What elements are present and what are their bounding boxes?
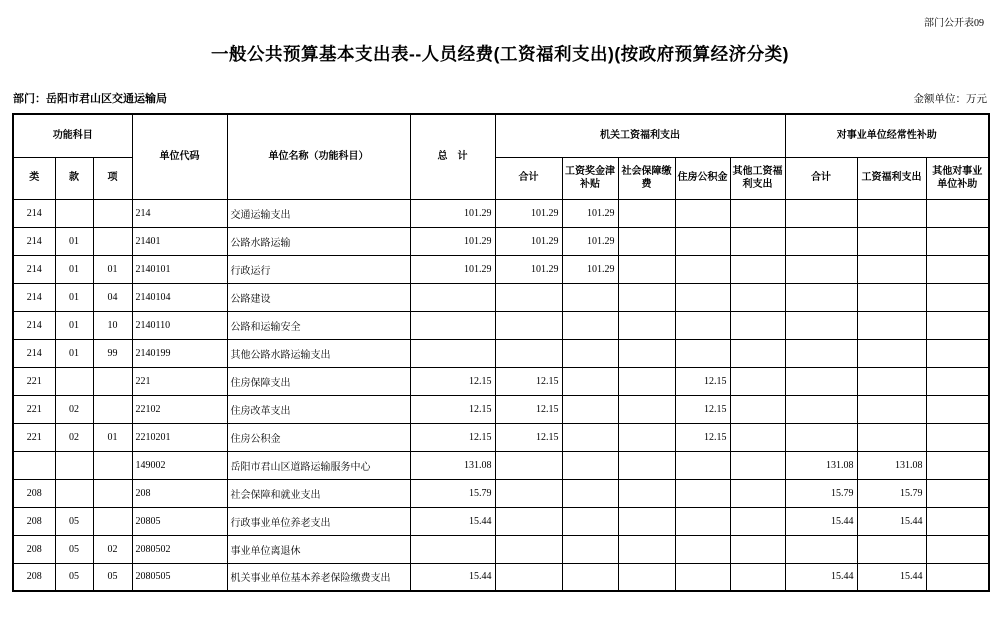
cell-total: 101.29 xyxy=(410,199,495,227)
cell-gov-wage-bonus: 101.29 xyxy=(562,255,618,283)
budget-table xyxy=(12,113,990,592)
cell-lei xyxy=(13,451,55,479)
cell-lei: 221 xyxy=(13,423,55,451)
cell-inst-subtotal xyxy=(785,199,857,227)
cell-kuan: 01 xyxy=(55,255,93,283)
meta-row xyxy=(13,90,987,106)
cell-total xyxy=(410,339,495,367)
cell-unit-name: 其他公路水路运输支出 xyxy=(227,339,410,367)
cell-lei: 214 xyxy=(13,339,55,367)
cell-inst-subtotal: 15.44 xyxy=(785,563,857,591)
cell-unit-code: 2080502 xyxy=(132,535,227,563)
cell-total: 101.29 xyxy=(410,227,495,255)
header-inst-other: 其他对事业单位补助 xyxy=(926,157,989,199)
cell-total: 101.29 xyxy=(410,255,495,283)
cell-inst-wage-welfare: 131.08 xyxy=(857,451,926,479)
cell-xiang: 04 xyxy=(93,283,132,311)
cell-unit-name: 机关事业单位基本养老保险缴费支出 xyxy=(227,563,410,591)
cell-xiang xyxy=(93,451,132,479)
cell-inst-other xyxy=(926,535,989,563)
cell-inst-subtotal: 15.79 xyxy=(785,479,857,507)
cell-gov-other xyxy=(730,535,785,563)
cell-gov-subtotal: 12.15 xyxy=(495,367,562,395)
cell-inst-wage-welfare xyxy=(857,535,926,563)
table-row xyxy=(13,255,989,283)
cell-unit-name: 公路建设 xyxy=(227,283,410,311)
cell-kuan xyxy=(55,479,93,507)
cell-gov-housing-fund xyxy=(675,563,730,591)
table-row xyxy=(13,479,989,507)
cell-gov-other xyxy=(730,255,785,283)
table-row xyxy=(13,367,989,395)
cell-unit-code: 2140110 xyxy=(132,311,227,339)
department-label: 部门：岳阳市君山区交通运输局 xyxy=(13,93,167,105)
cell-gov-subtotal: 101.29 xyxy=(495,199,562,227)
cell-gov-wage-bonus xyxy=(562,451,618,479)
cell-inst-wage-welfare: 15.79 xyxy=(857,479,926,507)
cell-inst-wage-welfare xyxy=(857,367,926,395)
cell-xiang: 02 xyxy=(93,535,132,563)
cell-kuan: 02 xyxy=(55,423,93,451)
cell-gov-housing-fund xyxy=(675,451,730,479)
cell-gov-housing-fund xyxy=(675,339,730,367)
cell-gov-housing-fund xyxy=(675,311,730,339)
cell-gov-other xyxy=(730,367,785,395)
cell-kuan: 01 xyxy=(55,311,93,339)
cell-gov-social-security xyxy=(618,367,675,395)
cell-total: 15.79 xyxy=(410,479,495,507)
cell-unit-code: 221 xyxy=(132,367,227,395)
cell-lei: 214 xyxy=(13,199,55,227)
cell-unit-name: 行政事业单位养老支出 xyxy=(227,507,410,535)
cell-inst-wage-welfare: 15.44 xyxy=(857,563,926,591)
cell-lei: 208 xyxy=(13,563,55,591)
cell-total: 15.44 xyxy=(410,563,495,591)
header-inst-group: 对事业单位经常性补助 xyxy=(785,114,989,157)
cell-lei: 214 xyxy=(13,255,55,283)
cell-lei: 214 xyxy=(13,227,55,255)
cell-inst-other xyxy=(926,199,989,227)
cell-gov-social-security xyxy=(618,227,675,255)
cell-xiang xyxy=(93,395,132,423)
table-row xyxy=(13,507,989,535)
cell-lei: 221 xyxy=(13,395,55,423)
cell-gov-wage-bonus xyxy=(562,395,618,423)
cell-inst-subtotal xyxy=(785,311,857,339)
header-inst-subtotal: 合计 xyxy=(785,157,857,199)
cell-gov-wage-bonus xyxy=(562,507,618,535)
cell-unit-name: 住房公积金 xyxy=(227,423,410,451)
cell-gov-wage-bonus xyxy=(562,563,618,591)
cell-gov-social-security xyxy=(618,535,675,563)
cell-gov-housing-fund xyxy=(675,535,730,563)
cell-xiang xyxy=(93,227,132,255)
cell-inst-subtotal: 15.44 xyxy=(785,507,857,535)
header-gov-wage-bonus: 工资奖金津补贴 xyxy=(562,157,618,199)
header-gov-subtotal: 合计 xyxy=(495,157,562,199)
cell-inst-other xyxy=(926,311,989,339)
cell-inst-subtotal xyxy=(785,535,857,563)
table-row xyxy=(13,451,989,479)
cell-xiang xyxy=(93,479,132,507)
cell-inst-other xyxy=(926,255,989,283)
cell-lei: 208 xyxy=(13,535,55,563)
cell-gov-subtotal xyxy=(495,283,562,311)
cell-gov-other xyxy=(730,339,785,367)
cell-gov-social-security xyxy=(618,283,675,311)
cell-kuan: 01 xyxy=(55,283,93,311)
header-xiang: 项 xyxy=(93,157,132,199)
cell-gov-housing-fund xyxy=(675,199,730,227)
table-row xyxy=(13,423,989,451)
cell-gov-subtotal xyxy=(495,563,562,591)
cell-unit-code: 2080505 xyxy=(132,563,227,591)
cell-gov-subtotal: 101.29 xyxy=(495,227,562,255)
cell-kuan: 05 xyxy=(55,507,93,535)
cell-kuan xyxy=(55,451,93,479)
cell-gov-wage-bonus xyxy=(562,311,618,339)
cell-gov-wage-bonus xyxy=(562,479,618,507)
cell-unit-code: 2210201 xyxy=(132,423,227,451)
cell-gov-subtotal xyxy=(495,535,562,563)
page-title: 一般公共预算基本支出表--人员经费(工资福利支出)(按政府预算经济分类) xyxy=(211,44,789,64)
amount-unit-label: 金额单位：万元 xyxy=(913,94,987,105)
cell-inst-wage-welfare xyxy=(857,199,926,227)
cell-xiang: 01 xyxy=(93,255,132,283)
cell-unit-code: 2140104 xyxy=(132,283,227,311)
cell-kuan xyxy=(55,199,93,227)
cell-gov-subtotal xyxy=(495,507,562,535)
cell-unit-code: 2140199 xyxy=(132,339,227,367)
cell-gov-wage-bonus xyxy=(562,535,618,563)
cell-gov-housing-fund xyxy=(675,507,730,535)
cell-gov-wage-bonus xyxy=(562,283,618,311)
cell-xiang xyxy=(93,199,132,227)
cell-inst-wage-welfare xyxy=(857,283,926,311)
table-row xyxy=(13,535,989,563)
cell-total: 12.15 xyxy=(410,395,495,423)
cell-gov-subtotal: 12.15 xyxy=(495,423,562,451)
cell-total: 131.08 xyxy=(410,451,495,479)
cell-total xyxy=(410,283,495,311)
cell-gov-subtotal xyxy=(495,339,562,367)
cell-gov-social-security xyxy=(618,255,675,283)
cell-inst-subtotal xyxy=(785,339,857,367)
cell-lei: 208 xyxy=(13,479,55,507)
cell-gov-other xyxy=(730,479,785,507)
table-row xyxy=(13,311,989,339)
cell-gov-other xyxy=(730,423,785,451)
cell-gov-social-security xyxy=(618,199,675,227)
cell-inst-other xyxy=(926,395,989,423)
cell-gov-subtotal: 101.29 xyxy=(495,255,562,283)
cell-inst-other xyxy=(926,227,989,255)
cell-gov-subtotal: 12.15 xyxy=(495,395,562,423)
cell-gov-other xyxy=(730,563,785,591)
cell-gov-other xyxy=(730,199,785,227)
cell-gov-wage-bonus xyxy=(562,423,618,451)
cell-kuan: 01 xyxy=(55,339,93,367)
cell-unit-name: 事业单位离退休 xyxy=(227,535,410,563)
cell-kuan: 05 xyxy=(55,535,93,563)
cell-unit-code: 214 xyxy=(132,199,227,227)
cell-xiang: 99 xyxy=(93,339,132,367)
header-unit-code: 单位代码 xyxy=(132,114,227,199)
cell-unit-name: 岳阳市君山区道路运输服务中心 xyxy=(227,451,410,479)
cell-inst-subtotal xyxy=(785,227,857,255)
cell-unit-name: 住房保障支出 xyxy=(227,367,410,395)
doc-number: 部门公开表09 xyxy=(924,18,984,29)
cell-lei: 208 xyxy=(13,507,55,535)
cell-inst-other xyxy=(926,423,989,451)
cell-total: 12.15 xyxy=(410,367,495,395)
header-gov-housing-fund: 住房公积金 xyxy=(675,157,730,199)
cell-gov-social-security xyxy=(618,507,675,535)
cell-gov-other xyxy=(730,283,785,311)
table-row xyxy=(13,199,989,227)
cell-total: 12.15 xyxy=(410,423,495,451)
cell-lei: 214 xyxy=(13,311,55,339)
cell-total: 15.44 xyxy=(410,507,495,535)
cell-inst-other xyxy=(926,507,989,535)
table-row xyxy=(13,563,989,591)
cell-gov-other xyxy=(730,507,785,535)
cell-inst-wage-welfare xyxy=(857,255,926,283)
cell-xiang: 05 xyxy=(93,563,132,591)
cell-xiang xyxy=(93,367,132,395)
cell-unit-name: 公路水路运输 xyxy=(227,227,410,255)
cell-gov-social-security xyxy=(618,563,675,591)
cell-inst-subtotal xyxy=(785,283,857,311)
cell-inst-wage-welfare: 15.44 xyxy=(857,507,926,535)
cell-gov-wage-bonus xyxy=(562,339,618,367)
cell-kuan: 02 xyxy=(55,395,93,423)
cell-unit-code: 21401 xyxy=(132,227,227,255)
cell-unit-name: 公路和运输安全 xyxy=(227,311,410,339)
cell-gov-other xyxy=(730,311,785,339)
header-gov-social-security: 社会保障缴费 xyxy=(618,157,675,199)
cell-gov-social-security xyxy=(618,339,675,367)
cell-total xyxy=(410,535,495,563)
cell-unit-code: 20805 xyxy=(132,507,227,535)
cell-lei: 221 xyxy=(13,367,55,395)
cell-unit-code: 2140101 xyxy=(132,255,227,283)
header-lei: 类 xyxy=(13,157,55,199)
cell-inst-wage-welfare xyxy=(857,395,926,423)
cell-inst-wage-welfare xyxy=(857,227,926,255)
cell-kuan: 01 xyxy=(55,227,93,255)
header-inst-wage-welfare: 工资福利支出 xyxy=(857,157,926,199)
table-row xyxy=(13,395,989,423)
cell-unit-code: 149002 xyxy=(132,451,227,479)
cell-gov-housing-fund xyxy=(675,283,730,311)
cell-gov-housing-fund: 12.15 xyxy=(675,395,730,423)
cell-unit-name: 住房改革支出 xyxy=(227,395,410,423)
header-func-group: 功能科目 xyxy=(13,114,132,157)
cell-unit-name: 行政运行 xyxy=(227,255,410,283)
cell-inst-other xyxy=(926,283,989,311)
cell-unit-code: 22102 xyxy=(132,395,227,423)
cell-gov-housing-fund xyxy=(675,227,730,255)
cell-inst-other xyxy=(926,563,989,591)
cell-gov-social-security xyxy=(618,423,675,451)
cell-gov-housing-fund: 12.15 xyxy=(675,367,730,395)
cell-inst-subtotal xyxy=(785,395,857,423)
cell-gov-wage-bonus xyxy=(562,367,618,395)
cell-unit-code: 208 xyxy=(132,479,227,507)
table-row xyxy=(13,339,989,367)
cell-gov-wage-bonus: 101.29 xyxy=(562,199,618,227)
cell-inst-other xyxy=(926,451,989,479)
cell-lei: 214 xyxy=(13,283,55,311)
cell-inst-other xyxy=(926,339,989,367)
cell-gov-social-security xyxy=(618,395,675,423)
header-total: 总 计 xyxy=(410,114,495,199)
cell-unit-name: 社会保障和就业支出 xyxy=(227,479,410,507)
table-row xyxy=(13,227,989,255)
cell-gov-other xyxy=(730,227,785,255)
header-gov-group: 机关工资福利支出 xyxy=(495,114,785,157)
cell-inst-subtotal: 131.08 xyxy=(785,451,857,479)
header-kuan: 款 xyxy=(55,157,93,199)
cell-xiang: 01 xyxy=(93,423,132,451)
cell-gov-social-security xyxy=(618,311,675,339)
cell-total xyxy=(410,311,495,339)
cell-inst-wage-welfare xyxy=(857,339,926,367)
cell-gov-social-security xyxy=(618,451,675,479)
cell-inst-other xyxy=(926,479,989,507)
cell-gov-social-security xyxy=(618,479,675,507)
cell-inst-wage-welfare xyxy=(857,423,926,451)
cell-gov-housing-fund: 12.15 xyxy=(675,423,730,451)
cell-gov-housing-fund xyxy=(675,479,730,507)
cell-gov-other xyxy=(730,395,785,423)
cell-gov-subtotal xyxy=(495,479,562,507)
cell-unit-name: 交通运输支出 xyxy=(227,199,410,227)
cell-inst-subtotal xyxy=(785,255,857,283)
header-unit-name: 单位名称（功能科目） xyxy=(227,114,410,199)
header-gov-other: 其他工资福利支出 xyxy=(730,157,785,199)
cell-inst-wage-welfare xyxy=(857,311,926,339)
cell-xiang: 10 xyxy=(93,311,132,339)
cell-gov-other xyxy=(730,451,785,479)
cell-gov-subtotal xyxy=(495,451,562,479)
cell-gov-subtotal xyxy=(495,311,562,339)
cell-gov-wage-bonus: 101.29 xyxy=(562,227,618,255)
cell-gov-housing-fund xyxy=(675,255,730,283)
cell-kuan xyxy=(55,367,93,395)
table-body xyxy=(13,199,989,591)
cell-kuan: 05 xyxy=(55,563,93,591)
cell-xiang xyxy=(93,507,132,535)
cell-inst-other xyxy=(926,367,989,395)
table-row xyxy=(13,283,989,311)
cell-inst-subtotal xyxy=(785,367,857,395)
cell-inst-subtotal xyxy=(785,423,857,451)
